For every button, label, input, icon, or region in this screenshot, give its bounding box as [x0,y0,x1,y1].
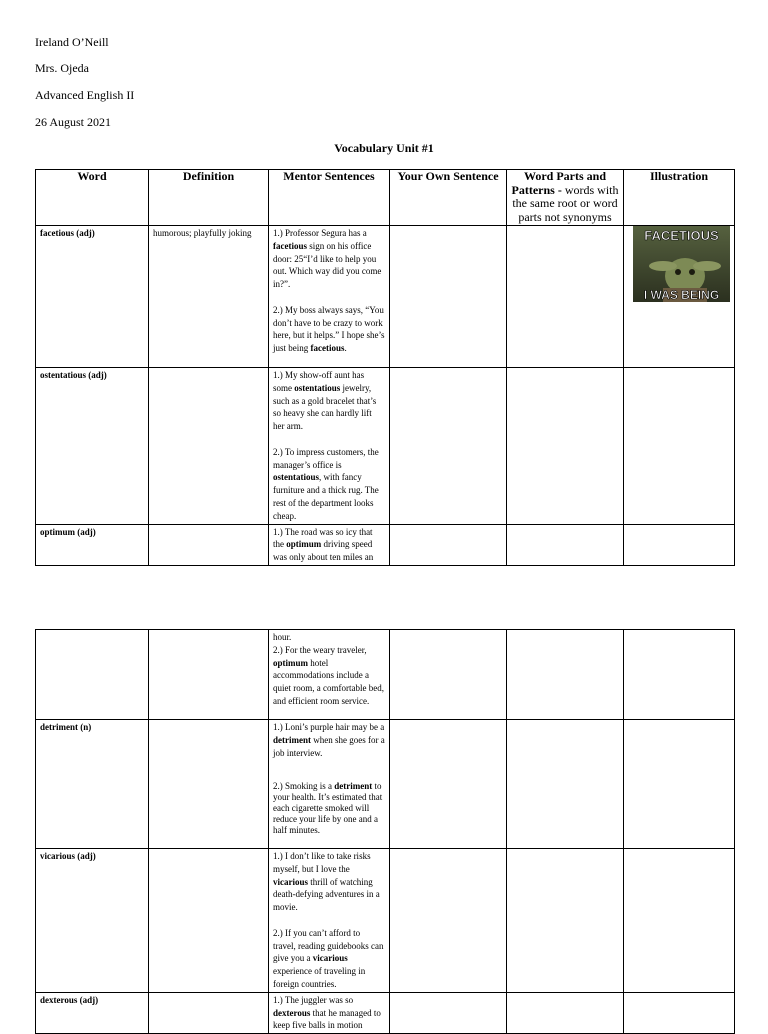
mentor-sentence-1: 1.) The road was so icy that the optimum driving speed was only about ten miles an [273,526,374,563]
mentor-sentence-1: 1.) I don’t like to take risks myself, but I love the vicarious thrill of watching death-defying adventures in a movie. [273,851,380,913]
mentor-sentence-2: 2.) For the weary traveler, optimum hotel accommodations include a quiet room, a comfortable bed, and efficient room service. [273,644,384,706]
mentor-sentence-1: 1.) My show-off aunt has some ostentatious jewelry, such as a gold bracelet that’s so heavy she can hardly lift her arm. [273,370,377,432]
mentor-sentence-2: 2.) Smoking is a detriment to your health. It’s estimated that each cigarette smoked will reduce your life by one and a half minutes. [273,781,383,836]
mentor-sentence-2: 2.) If you can’t afford to travel, reading guidebooks can give you a vicarious experience of traveling in foreign countries. [273,927,384,989]
word-parts-label: Word Parts and Patterns - [511,169,606,197]
vocab-table-page-2 [35,629,735,1034]
table-row [36,630,735,720]
table-row [36,992,735,1033]
yoda-meme-image [633,226,730,302]
illustration-cell [624,226,735,368]
mentor-cell [269,849,390,993]
col-header-own-sentence: Your Own Sentence [390,170,507,226]
word-cell [36,630,149,720]
own-sentence-cell [390,992,507,1033]
definition-cell [149,720,269,849]
word-parts-cell [507,630,624,720]
page-title: Vocabulary Unit #1 [334,141,434,155]
table-header-row [36,170,735,226]
definition-cell: humorous; playfully joking [149,226,269,368]
word-cell: dexterous (adj) [36,992,149,1033]
meme-top-text: FACETIOUS [644,228,719,243]
illustration-cell [624,849,735,993]
mentor-sentence-2: 2.) To impress customers, the manager’s office is ostentatious, with fancy furniture and a thick rug. The rest of the department looks cheap. [273,446,379,521]
definition-cell [149,524,269,565]
own-sentence-cell [390,524,507,565]
illustration-cell [624,368,735,525]
mentor-sentence-1-cont: hour. [273,632,292,642]
word-parts-cell [507,226,624,368]
table-row [36,849,735,993]
mentor-sentence-1: 1.) The juggler was so dexterous that he managed to keep five balls in motion [273,994,381,1031]
col-header-illustration: Illustration [624,170,735,226]
word-cell: optimum (adj) [36,524,149,565]
word-parts-cell [507,720,624,849]
col-header-word: Word [36,170,149,226]
illustration-cell [624,720,735,849]
mentor-sentence-2: 2.) My boss always says, “You don’t have to be crazy to work here, but it helps.” I hope she’s just being facetious. [273,304,385,354]
meme-bottom-text: I WAS BEING [643,288,720,302]
mentor-sentence-1: 1.) Professor Segura has a facetious sign on his office door: 25“I’d like to help you out. Which way did you come in?”. [273,228,382,290]
own-sentence-cell [390,849,507,993]
table-row [36,720,735,849]
own-sentence-cell [390,226,507,368]
word-parts-cell [507,849,624,993]
mentor-sentence-1: 1.) Loni’s purple hair may be a detriment when she goes for a job interview. [273,722,385,758]
illustration-cell [624,992,735,1033]
word-parts-cell [507,368,624,525]
word-cell: vicarious (adj) [36,849,149,993]
definition-cell [149,630,269,720]
mentor-cell [269,368,390,525]
word-cell: detriment (n) [36,720,149,849]
teacher-name: Mrs. Ojeda [35,61,89,75]
word-cell: facetious (adj) [36,226,149,368]
date: 26 August 2021 [35,115,112,129]
mentor-cell [269,226,390,368]
mentor-cell [269,992,390,1033]
table-row [36,368,735,525]
course-name: Advanced English II [35,88,135,102]
illustration-cell [624,524,735,565]
mentor-cell [269,524,390,565]
definition-cell [149,992,269,1033]
word-cell: ostentatious (adj) [36,368,149,525]
word-parts-cell [507,992,624,1033]
table-row [36,226,735,368]
own-sentence-cell [390,630,507,720]
table-row [36,524,735,565]
col-header-definition: Definition [149,170,269,226]
own-sentence-cell [390,368,507,525]
mentor-cell [269,630,390,720]
own-sentence-cell [390,720,507,849]
illustration-cell [624,630,735,720]
col-header-mentor-sentences: Mentor Sentences [269,170,390,226]
col-header-word-parts [507,170,624,226]
student-name: Ireland O’Neill [35,35,109,49]
word-parts-cell [507,524,624,565]
mentor-cell [269,720,390,849]
definition-cell [149,368,269,525]
definition-cell [149,849,269,993]
vocab-table-page-1 [35,169,735,566]
word-parts-note: words with the same root or word parts not synonyms [512,182,619,224]
